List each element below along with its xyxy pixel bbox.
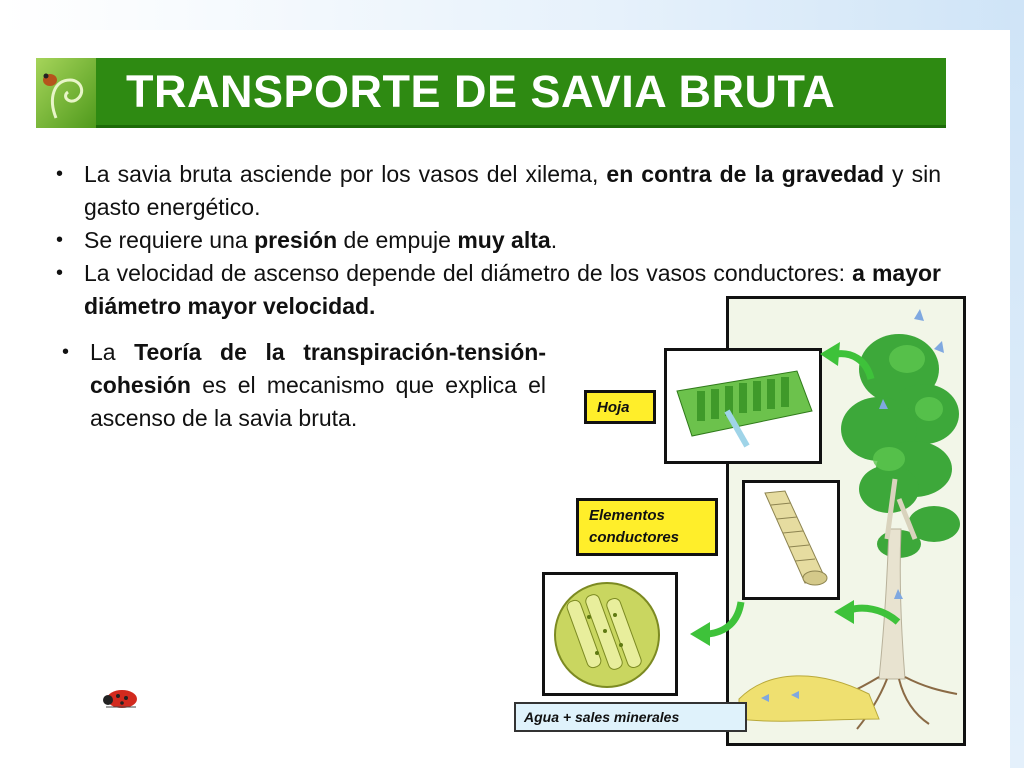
vessel-image bbox=[745, 483, 837, 597]
snail-logo-icon bbox=[36, 58, 96, 128]
label-conducting-elements: Elementos conductores bbox=[576, 498, 718, 556]
title-bar bbox=[96, 58, 946, 128]
leaf-section-image bbox=[667, 351, 819, 461]
arrow-to-root-icon bbox=[686, 598, 746, 650]
bullet-2: • Se requiere una presión de empuje muy alta. bbox=[56, 224, 941, 257]
slide-title: TRANSPORTE DE SAVIA BRUTA bbox=[126, 66, 836, 117]
leaf-section-inset bbox=[664, 348, 822, 464]
root-tissue-image bbox=[545, 575, 675, 693]
bullet-3: • La velocidad de ascenso depende del diámetro de los vasos conductores: a mayor diámetro mayor velocidad. bbox=[56, 257, 941, 323]
conducting-elements-inset bbox=[742, 480, 840, 600]
bullet-1: • La savia bruta asciende por los vasos del xilema, en contra de la gravedad y sin gasto energético. bbox=[56, 158, 941, 224]
label-leaf: Hoja bbox=[584, 390, 656, 424]
arrow-to-leaf-icon bbox=[816, 334, 876, 384]
root-tissue-inset bbox=[542, 572, 678, 696]
arrow-to-vessel-icon bbox=[832, 596, 902, 630]
label-water-minerals: Agua + sales minerales bbox=[514, 702, 747, 732]
bullet-4: • La Teoría de la transpiración-tensión-cohesión es el mecanismo que explica el ascenso de la savia bruta. bbox=[62, 336, 546, 435]
ladybug-icon bbox=[102, 686, 140, 708]
bullet-list-theory bbox=[62, 336, 546, 435]
background-right-band bbox=[1010, 0, 1024, 768]
background-top-band bbox=[0, 0, 1024, 30]
